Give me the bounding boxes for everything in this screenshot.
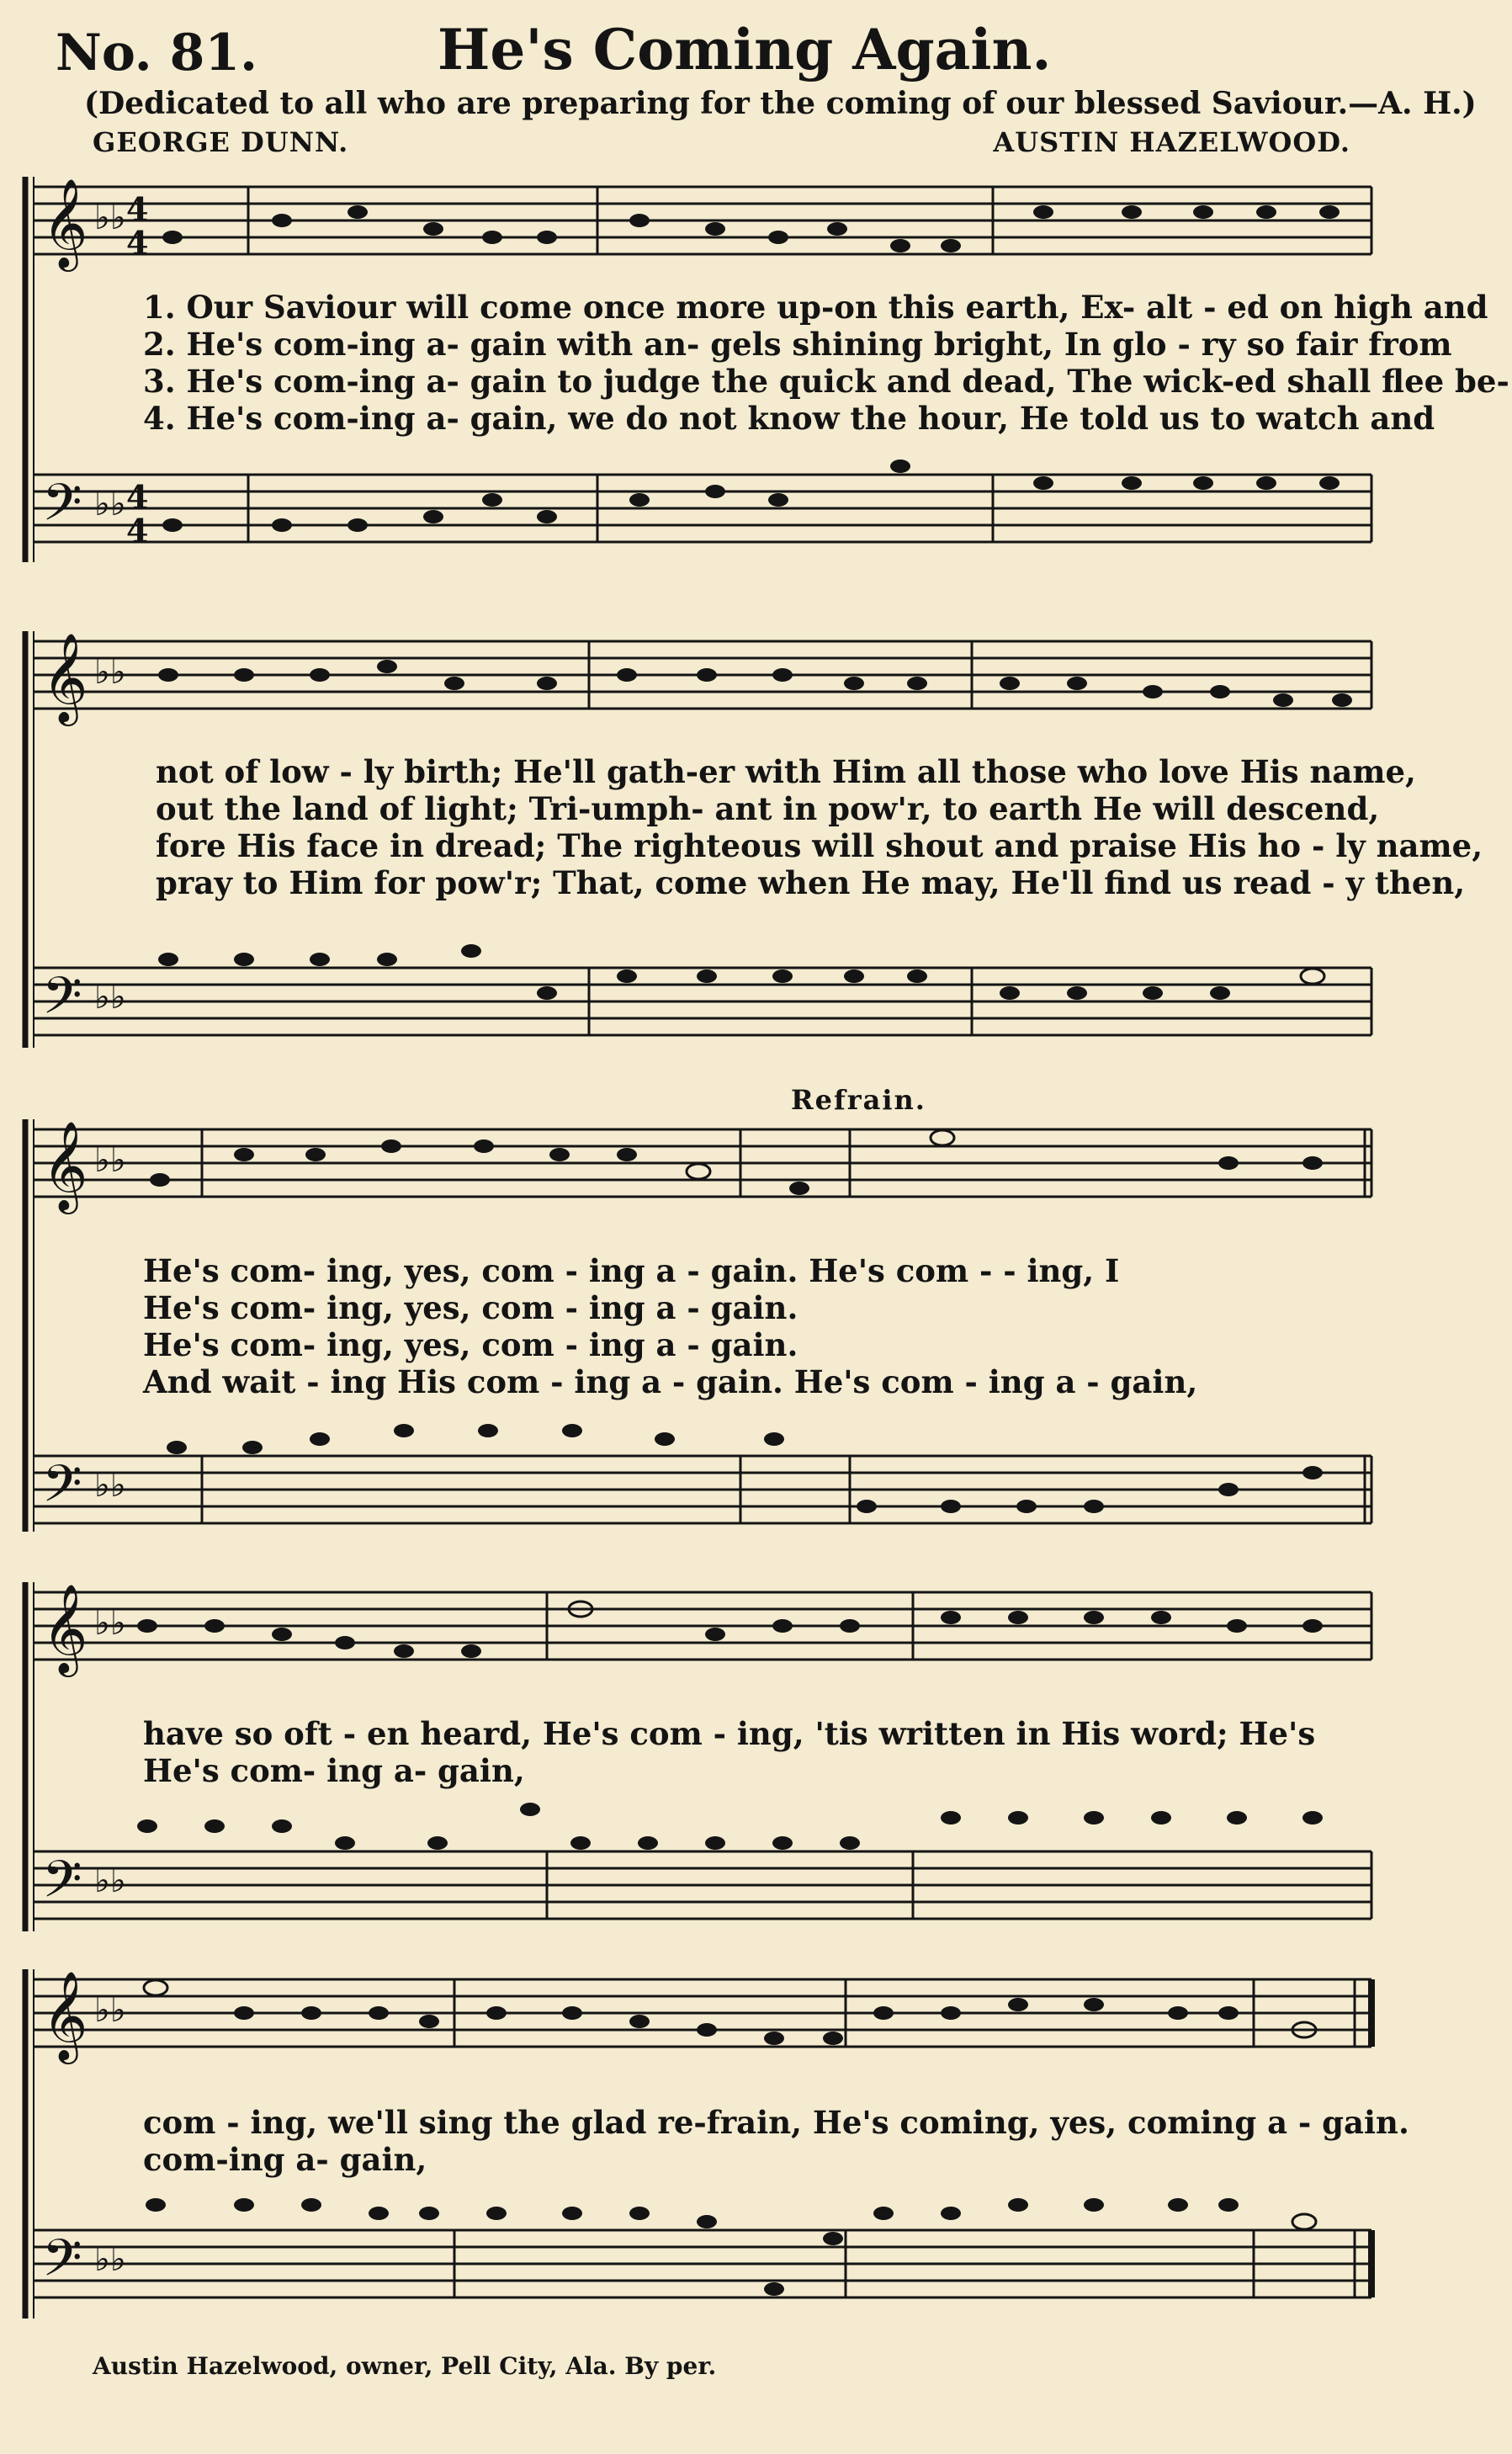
svg-text:♭♭: ♭♭ (94, 1140, 126, 1180)
svg-text:𝄞: 𝄞 (42, 1583, 88, 1673)
lyric-line: pray to Him for pow'r; That, come when He may, He'll find us read - y then, (156, 864, 1466, 901)
svg-text:♭♭: ♭♭ (94, 2239, 126, 2279)
lyric-line: com - ing, we'll sing the glad re-frain, He's coming, yes, coming a - gain. (143, 2104, 1409, 2141)
svg-text:♭♭: ♭♭ (94, 1990, 126, 2030)
lyric-line: out the land of light; Tri-umph- ant in pow'r, to earth He will descend, (156, 790, 1380, 827)
lyric-line: He's com- ing, yes, com - ing a - gain. (143, 1326, 798, 1363)
hymn-number: No. 81. (56, 24, 257, 82)
svg-text:𝄢: 𝄢 (42, 473, 82, 545)
refrain-label: Refrain. (791, 1084, 926, 1116)
lyricist-credit: GEORGE DUNN. (93, 126, 349, 158)
lyric-line: He's com- ing, yes, com - ing a - gain. (143, 1289, 798, 1326)
lyric-line: He's com- ing, yes, com - ing a - gain. He's com - - ing, I (143, 1252, 1120, 1289)
svg-text:𝄞: 𝄞 (42, 1120, 88, 1210)
svg-text:4: 4 (126, 478, 149, 516)
svg-text:♭♭: ♭♭ (94, 198, 126, 237)
svg-text:♭♭: ♭♭ (94, 1603, 126, 1643)
lyric-line: fore His face in dread; The righteous will shout and praise His ho - ly name, (156, 827, 1483, 864)
svg-text:4: 4 (126, 512, 149, 550)
lyrics-system-1 (143, 289, 1509, 437)
copyright-footer: Austin Hazelwood, owner, Pell City, Ala. By per. (93, 2352, 717, 2380)
svg-text:𝄞: 𝄞 (42, 1970, 88, 2060)
svg-text:♭♭: ♭♭ (94, 484, 126, 523)
lyrics-system-4 (143, 1715, 1315, 1789)
svg-text:𝄢: 𝄢 (42, 1454, 82, 1527)
lyrics-system-5 (143, 2104, 1409, 2178)
lyric-line: not of low - ly birth; He'll gath-er with Him all those who love His name, (156, 753, 1416, 790)
svg-text:♭♭: ♭♭ (94, 1465, 126, 1505)
lyrics-system-3 (143, 1252, 1197, 1400)
lyric-line: 1. Our Saviour will come once more up-on this earth, Ex- alt - ed on high and (143, 289, 1488, 326)
lyric-line: 4. He's com-ing a- gain, we do not know the hour, He told us to watch and (143, 400, 1435, 437)
svg-text:𝄢: 𝄢 (42, 2228, 82, 2301)
svg-text:4: 4 (126, 190, 149, 228)
lyric-line: com-ing a- gain, (143, 2141, 427, 2178)
composer-credit: AUSTIN HAZELWOOD. (993, 126, 1350, 158)
svg-text:♭♭: ♭♭ (94, 1861, 126, 1900)
svg-text:4: 4 (126, 224, 149, 262)
lyric-line: have so oft - en heard, He's com - ing, 'tis written in His word; He's (143, 1715, 1316, 1752)
svg-text:♭♭: ♭♭ (94, 652, 126, 692)
hymn-title: He's Coming Again. (438, 17, 1052, 82)
svg-text:𝄞: 𝄞 (42, 178, 88, 268)
lyrics-system-2 (156, 753, 1483, 901)
svg-text:♭♭: ♭♭ (94, 977, 126, 1017)
lyric-line: And wait - ing His com - ing a - gain. He's com - ing a - gain, (143, 1363, 1198, 1400)
dedication: (Dedicated to all who are preparing for the coming of our blessed Saviour.—A. H.) (84, 86, 1477, 121)
svg-text:𝄢: 𝄢 (42, 1850, 82, 1922)
lyric-line: He's com- ing a- gain, (143, 1752, 525, 1789)
lyric-line: 2. He's com-ing a- gain with an- gels shining bright, In glo - ry so fair from (143, 326, 1452, 363)
svg-text:𝄞: 𝄞 (42, 632, 88, 722)
svg-text:𝄢: 𝄢 (42, 966, 82, 1038)
lyric-line: 3. He's com-ing a- gain to judge the quick and dead, The wick-ed shall flee be- (143, 363, 1509, 400)
